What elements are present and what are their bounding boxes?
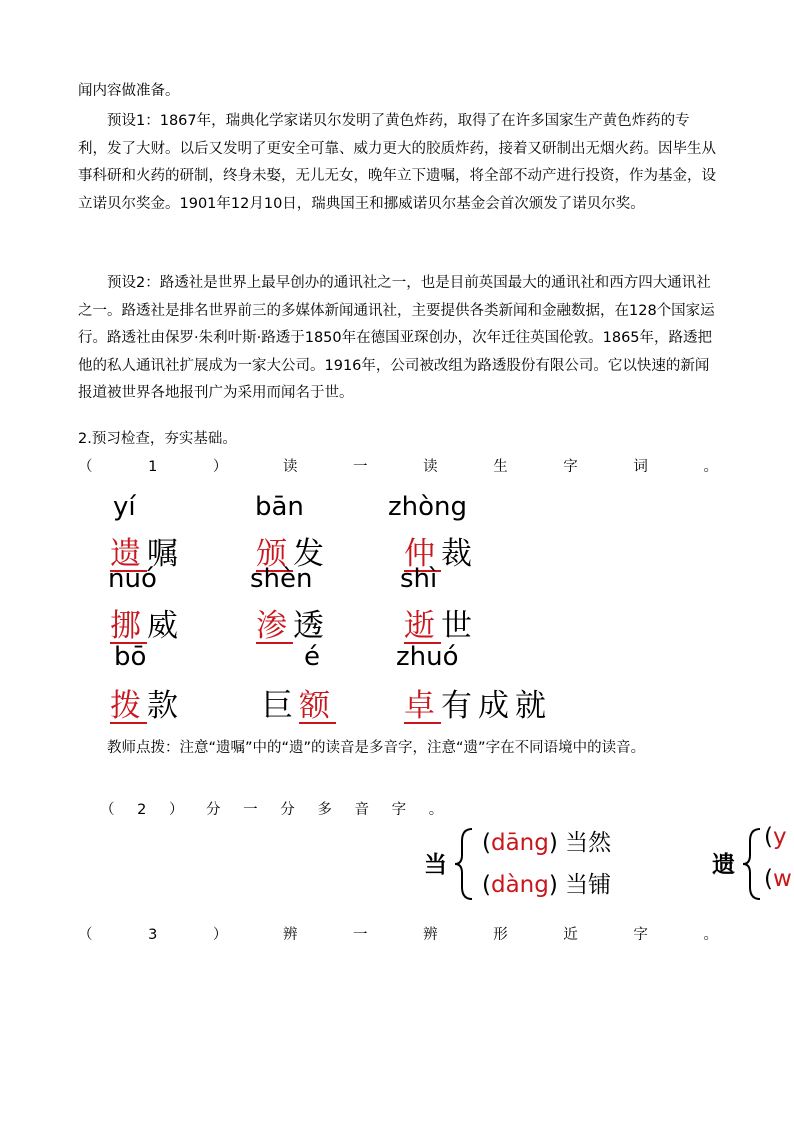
section-2-title: 2.预习检查，夯实基础。 xyxy=(78,431,237,447)
vocab-target-char: 逝 xyxy=(404,608,441,644)
preset-1-paragraph: 预设1：1867年，瑞典化学家诺贝尔发明了黄色炸药，取得了在许多国家生产黄色炸药的专利，发了大财。以后又发明了更安全可靠、威力更大的胶质炸药，接着又研制出无烟火药。因毕生从事科研和火药的研制，终身未娶，无儿无女，晚年立下遗嘱，将全部不动产进行投资，作为基金，设立诺贝尔奖金。1901年12月10日，瑞典国王和挪威诺贝尔基金会首次颁发了诺贝尔奖。 xyxy=(78,113,716,212)
polyphone-pinyin: dàng xyxy=(490,872,549,898)
pinyin: shì xyxy=(400,564,438,594)
polyphone-char: 遗 xyxy=(712,851,735,878)
brace-icon xyxy=(740,827,764,901)
task-1-char: 1 xyxy=(148,459,158,475)
vocab-word xyxy=(256,600,330,645)
polyphone-pinyin: dāng xyxy=(490,830,549,856)
vocab-target-char: 遗 xyxy=(110,536,147,572)
vocab-target-char: 额 xyxy=(299,688,336,724)
vocab-target-char: 卓 xyxy=(404,688,441,724)
task-3-char: 3 xyxy=(148,927,158,943)
teacher-tip: 教师点拨：注意“遗嘱”中的“遗”的读音是多音字，注意“遗”字在不同语境中的读音。 xyxy=(107,740,646,756)
vocab-pre: 巨 xyxy=(262,688,299,724)
polyphone-reading: (dāng) 当然 xyxy=(482,830,612,856)
task-1-char: （ xyxy=(78,459,93,475)
polyphone-pinyin: y xyxy=(772,824,787,850)
polyphone-word: 当铺 xyxy=(565,872,612,898)
vocab-rest: 威 xyxy=(147,608,184,644)
vocab-target-char: 拨 xyxy=(110,688,147,724)
task-3-heading xyxy=(78,924,718,946)
task-3-char: 辨 xyxy=(423,927,438,943)
pinyin: shèn xyxy=(250,564,313,594)
task-3-char: 形 xyxy=(493,927,508,943)
vocab-word xyxy=(404,600,478,645)
vocab-rest: 透 xyxy=(293,608,330,644)
task-3-char: 。 xyxy=(703,927,718,943)
task-1-char: 读 xyxy=(423,459,438,475)
vocab-target-char: 颁 xyxy=(256,536,293,572)
vocab-target-char: 挪 xyxy=(110,608,147,644)
intro-tail: 闻内容做准备。 xyxy=(78,83,180,99)
vocab-rest: 有成就 xyxy=(441,688,552,724)
vocab-word xyxy=(110,600,184,645)
polyphone-reading: (y xyxy=(764,824,787,850)
task-1-char: 读 xyxy=(282,459,298,475)
task-3-char: 一 xyxy=(353,927,368,943)
pinyin: bō xyxy=(114,642,147,672)
task-1-char: 。 xyxy=(703,459,718,475)
polyphone-reading: (dàng) 当铺 xyxy=(482,872,612,898)
pinyin: zhuó xyxy=(396,642,459,672)
task-1-heading xyxy=(78,456,718,478)
vocab-rest: 嘱 xyxy=(147,536,184,572)
pinyin: é xyxy=(304,642,320,672)
task-1-char: 生 xyxy=(493,459,508,475)
task-3-char: 辨 xyxy=(282,927,298,943)
vocab-word xyxy=(110,680,184,725)
brace-icon xyxy=(452,827,476,901)
task-3-char: 近 xyxy=(563,927,578,943)
task-1-char: 一 xyxy=(353,459,368,475)
vocab-rest: 世 xyxy=(441,608,478,644)
preset-2-paragraph: 预设2：路透社是世界上最早创办的通讯社之一，也是目前英国最大的通讯社和西方四大通讯社之一。路透社是排名世界前三的多媒体新闻通讯社，主要提供各类新闻和金融数据，在128个国家运行。路透社由保罗·朱利叶斯·路透于1850年在德国亚琛创办，次年迁往英国伦敦。1865年，路透把他的私人通讯社扩展成为一家大公司。1916年，公司被改组为路透股份有限公司。它以快速的新闻报道被世界各地报刊广为采用而闻名于世。 xyxy=(78,275,715,401)
vocab-rest: 裁 xyxy=(441,536,478,572)
pinyin: zhòng xyxy=(388,492,468,522)
polyphone-reading: (w xyxy=(764,866,792,892)
task-1-char: 字 xyxy=(563,459,578,475)
vocab-word xyxy=(262,680,336,725)
task-3-char: （ xyxy=(78,927,93,943)
task-3-char: ） xyxy=(212,927,228,943)
polyphone-char: 当 xyxy=(424,851,447,878)
polyphone-word: 当然 xyxy=(565,830,612,856)
task-1-char: ） xyxy=(212,459,228,475)
task-3-char: 字 xyxy=(633,927,648,943)
vocab-target-char: 仲 xyxy=(404,536,441,572)
task-2-title: （ 2 ） 分 一 分 多 音 字 。 xyxy=(100,802,453,818)
pinyin: bān xyxy=(255,492,304,522)
pinyin: yí xyxy=(113,492,136,522)
vocab-target-char: 渗 xyxy=(256,608,293,644)
polyphone-pinyin: w xyxy=(772,866,792,892)
vocab-rest: 款 xyxy=(147,688,184,724)
vocab-word xyxy=(404,680,552,725)
task-1-char: 词 xyxy=(633,459,648,475)
pinyin: nuó xyxy=(108,564,157,594)
vocab-rest: 发 xyxy=(293,536,330,572)
